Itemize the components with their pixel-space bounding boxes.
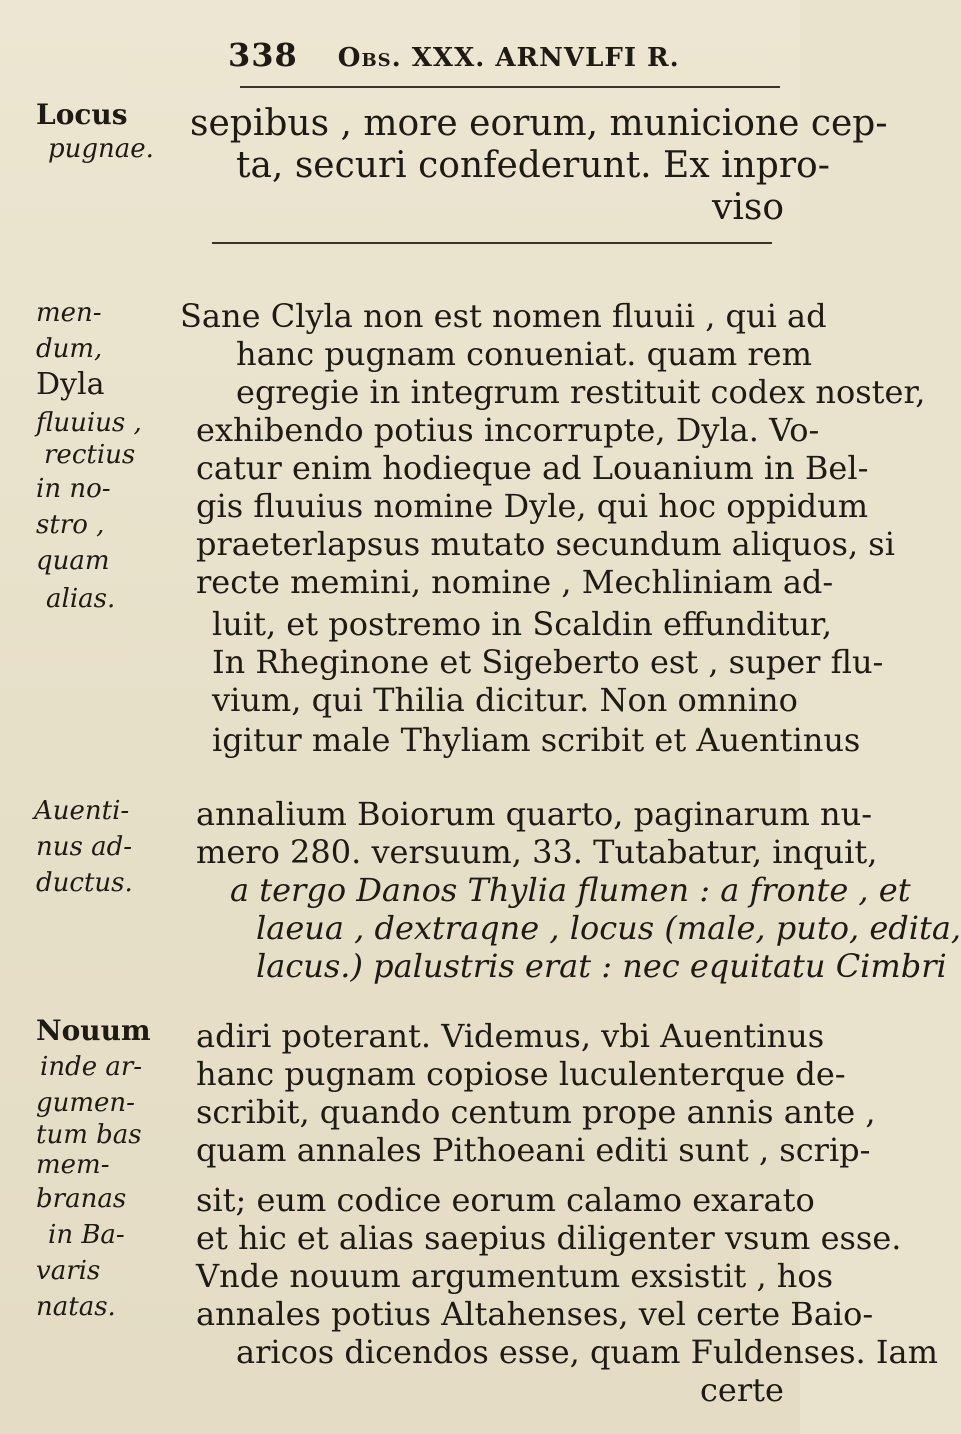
margin-note: ductus. [36, 868, 133, 898]
margin-note: Locus [36, 98, 128, 131]
text-line: hanc pugnam conueniat. quam rem [236, 335, 812, 373]
text-line: viso [712, 187, 784, 228]
header-rule [240, 86, 780, 88]
text-line: Vnde nouum argumentum exsistit , hos [196, 1257, 834, 1295]
text-line: igitur male Thyliam scribit et Auentinus [212, 721, 861, 759]
text-line: scribit, quando centum prope annis ante , [196, 1093, 876, 1131]
text-line: aricos dicendos esse, quam Fuldenses. Iam [236, 1333, 938, 1371]
text-line: exhibendo potius incorrupte, Dyla. Vo- [196, 411, 820, 449]
margin-note: varis [36, 1256, 101, 1286]
page-number: 338 [228, 36, 298, 74]
margin-note: Nouum [36, 1014, 151, 1047]
text-line: ta, securi confederunt. Ex inpro- [236, 145, 830, 186]
text-line: annales potius Altahenses, vel certe Baio- [196, 1295, 874, 1333]
running-title: Obs. XXX. ARNVLFI R. [337, 43, 680, 73]
text-line: lacus.) palustris erat : nec equitatu Cimbri [256, 947, 947, 985]
section-rule [212, 242, 772, 244]
margin-note: inde ar- [40, 1052, 143, 1082]
text-line: sepibus , more eorum, municione cep- [190, 103, 888, 144]
margin-note: pugnae. [48, 134, 154, 164]
margin-note: in no- [36, 474, 111, 504]
margin-note: in Ba- [48, 1220, 125, 1250]
text-line: In Rheginone et Sigeberto est , super flu- [212, 643, 884, 681]
margin-note: Dyla [36, 367, 105, 402]
text-line: recte memini, nomine , Mechliniam ad- [196, 563, 834, 601]
margin-note: nus ad- [36, 832, 133, 862]
margin-note: natas. [36, 1292, 116, 1322]
text-line: certe [700, 1371, 784, 1409]
text-line: adiri poterant. Videmus, vbi Auentinus [196, 1017, 825, 1055]
margin-note: dum, [36, 334, 103, 364]
margin-note: alias. [46, 584, 116, 614]
margin-note: rectius [44, 440, 136, 470]
page-header [228, 36, 720, 74]
text-line: laeua , dextraqne , locus (male, puto, edita, [256, 909, 961, 947]
text-line: praeterlapsus mutato secundum aliquos, si [196, 525, 895, 563]
text-line: mero 280. versuum, 33. Tutabatur, inquit, [196, 833, 878, 871]
text-line: sit; eum codice eorum calamo exarato [196, 1181, 815, 1219]
margin-note: quam [36, 546, 110, 576]
margin-note: tum bas [36, 1120, 142, 1150]
margin-note: fluuius , [36, 408, 142, 438]
text-line: vium, qui Thilia dicitur. Non omnino [212, 681, 798, 719]
text-line: annalium Boiorum quarto, paginarum nu- [196, 795, 873, 833]
text-line: egregie in integrum restituit codex noster, [236, 373, 926, 411]
text-line: luit, et postremo in Scaldin effunditur, [212, 605, 832, 643]
margin-note: mem- [36, 1150, 110, 1180]
text-line: gis fluuius nomine Dyle, qui hoc oppidum [196, 487, 869, 525]
margin-note: stro , [36, 510, 105, 540]
text-line: quam annales Pithoeani editi sunt , scrip- [196, 1131, 871, 1169]
text-line: catur enim hodieque ad Louanium in Bel- [196, 449, 869, 487]
text-line: et hic et alias saepius diligenter vsum esse. [196, 1219, 902, 1257]
margin-note: Auenti- [34, 796, 130, 826]
text-line: Sane Clyla non est nomen fluuii , qui ad [180, 297, 827, 335]
margin-note: gumen- [36, 1088, 135, 1118]
text-line: hanc pugnam copiose luculenterque de- [196, 1055, 846, 1093]
text-line: a tergo Danos Thylia flumen : a fronte , et [230, 871, 911, 909]
margin-note: branas [36, 1184, 127, 1214]
margin-note: men- [36, 298, 102, 328]
